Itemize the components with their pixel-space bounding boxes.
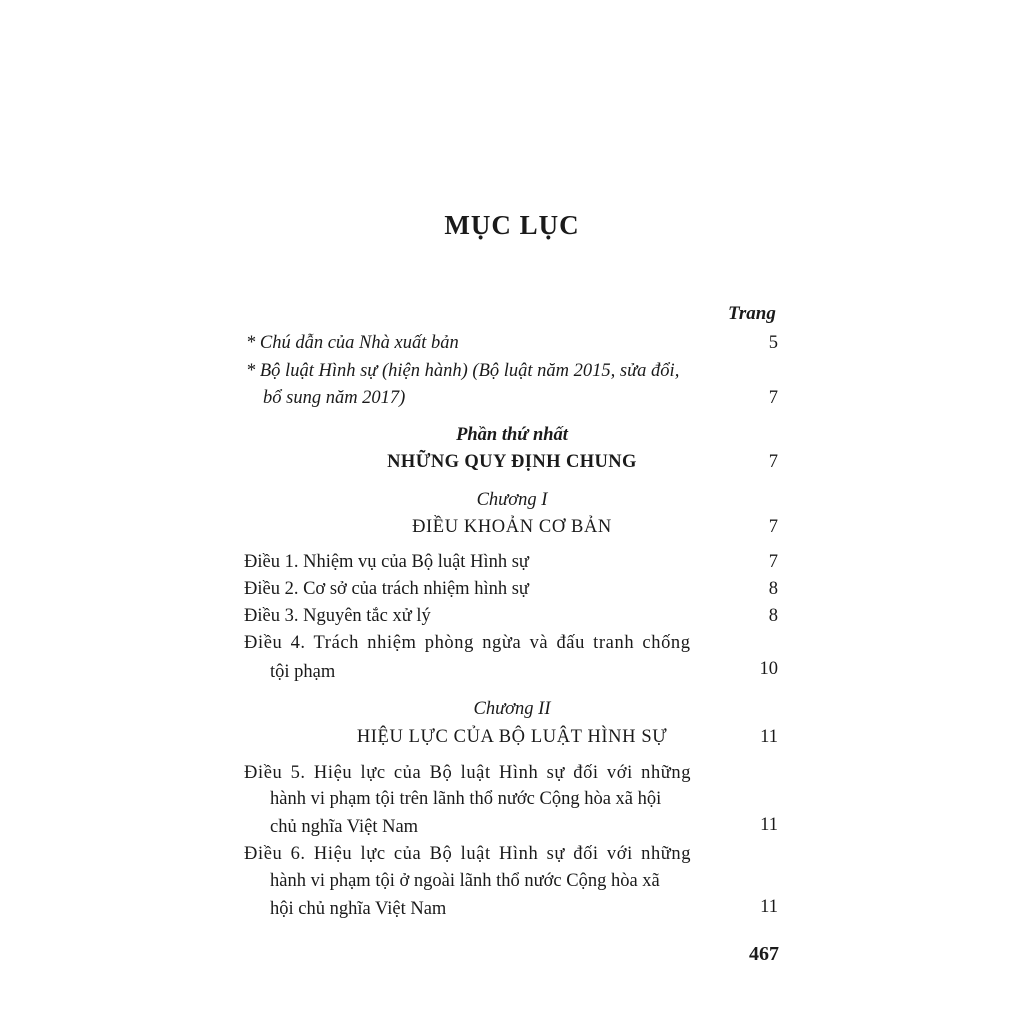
chapter-label: Chương I [476, 490, 548, 510]
toc-page-chapter1: 7 [768, 517, 778, 537]
toc-page-article-1: 7 [768, 552, 778, 572]
toc-entry-article-4-line2: tội phạm [270, 662, 336, 682]
toc-entry-article-6-line2: hành vi phạm tội ở ngoài lãnh thổ nước Cộng hòa xã [270, 871, 660, 891]
page-number: 467 [749, 943, 779, 965]
toc-entry-article-4-line1: Điều 4. Trách nhiệm phòng ngừa và đấu tranh chống [244, 633, 691, 653]
toc-page-article-4: 10 [759, 659, 778, 679]
toc-page-article-5: 11 [760, 815, 778, 835]
toc-page-article-3: 8 [768, 606, 778, 626]
toc-entry-article-1: Điều 1. Nhiệm vụ của Bộ luật Hình sự [244, 552, 529, 572]
part-title: NHỮNG QUY ĐỊNH CHUNG [387, 452, 637, 472]
toc-entry-article-6-line1: Điều 6. Hiệu lực của Bộ luật Hình sự đối với những [244, 844, 692, 864]
toc-entry-article-5-line3: chủ nghĩa Việt Nam [270, 817, 419, 837]
toc-page-preface-1: 5 [768, 333, 778, 353]
page-title: MỤC LỤC [444, 210, 580, 240]
chapter-label: Chương II [473, 699, 551, 719]
toc-entry-article-3: Điều 3. Nguyên tắc xử lý [244, 606, 431, 626]
toc-entry-article-6-line3: hội chủ nghĩa Việt Nam [270, 899, 447, 919]
toc-page-part1: 7 [768, 452, 778, 472]
chapter-title: HIỆU LỰC CỦA BỘ LUẬT HÌNH SỰ [356, 727, 668, 747]
toc-page-chapter2: 11 [760, 727, 778, 747]
toc-entry-preface-2-line2: bổ sung năm 2017) [263, 388, 406, 408]
toc-entry-article-5-line1: Điều 5. Hiệu lực của Bộ luật Hình sự đối với những [244, 763, 692, 783]
page-column-header: Trang [728, 303, 776, 324]
toc-entry-preface-2-line1: * Bộ luật Hình sự (hiện hành) (Bộ luật năm 2015, sửa đổi, [246, 361, 680, 381]
chapter-title: ĐIỀU KHOẢN CƠ BẢN [412, 517, 612, 537]
part-label: Phần thứ nhất [456, 425, 568, 445]
toc-entry-article-2: Điều 2. Cơ sở của trách nhiệm hình sự [244, 579, 529, 599]
toc-entry-preface-1: * Chú dẫn của Nhà xuất bản [246, 333, 459, 353]
toc-page-preface-2: 7 [768, 388, 778, 408]
toc-entry-article-5-line2: hành vi phạm tội trên lãnh thổ nước Cộng hòa xã hội [270, 789, 662, 809]
toc-page-article-2: 8 [768, 579, 778, 599]
toc-page-article-6: 11 [760, 897, 778, 917]
